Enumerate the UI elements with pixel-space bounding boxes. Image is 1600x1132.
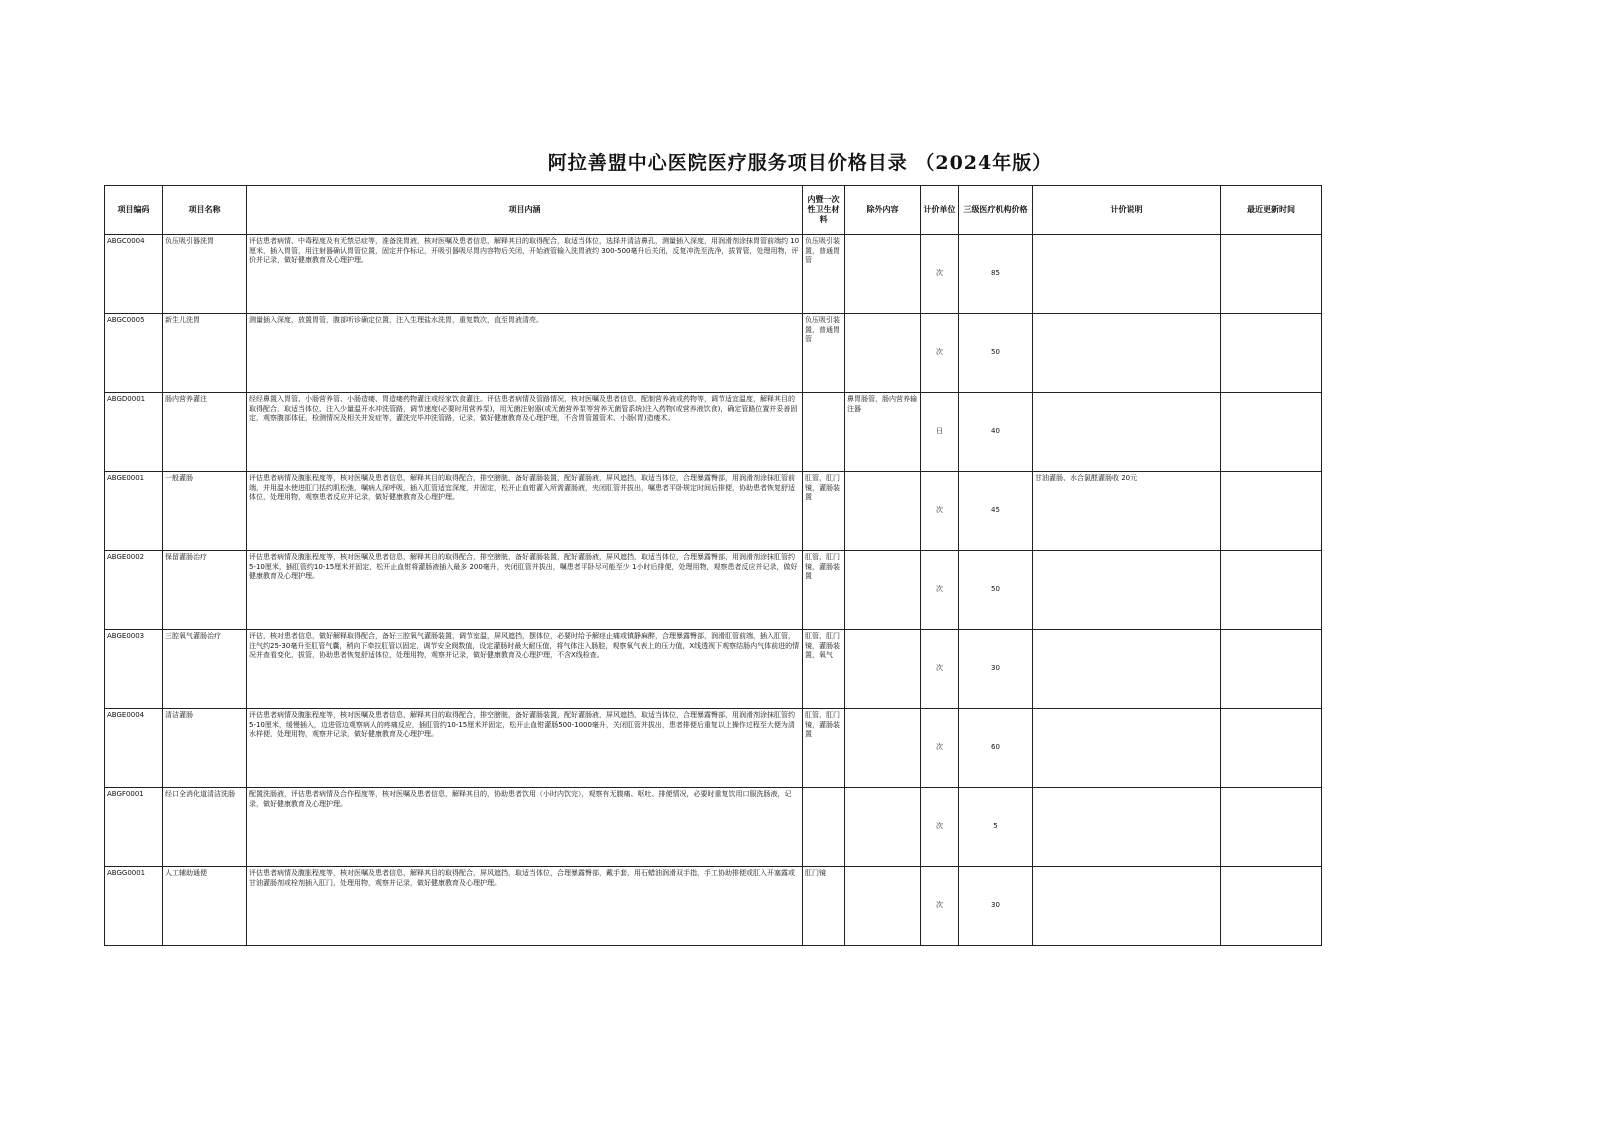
cell-code: ABGC0005 [105, 314, 163, 393]
header-code: 项目编码 [105, 186, 163, 235]
cell-price: 85 [959, 235, 1033, 314]
cell-name: 新生儿洗胃 [163, 314, 247, 393]
table-header-row [105, 186, 1322, 235]
cell-name: 一般灌肠 [163, 472, 247, 551]
cell-unit: 次 [921, 630, 959, 709]
cell-name: 肠内营养灌注 [163, 393, 247, 472]
cell-material: 肛管，肛门镜，灌肠装置 [803, 709, 845, 788]
cell-exclude [845, 314, 921, 393]
header-content: 项目内涵 [247, 186, 803, 235]
cell-note [1033, 314, 1221, 393]
cell-code: ABGE0003 [105, 630, 163, 709]
cell-exclude [845, 788, 921, 867]
table-row [105, 788, 1322, 867]
table-row [105, 472, 1322, 551]
table-row [105, 393, 1322, 472]
cell-price: 45 [959, 472, 1033, 551]
cell-exclude [845, 867, 921, 946]
table-row [105, 630, 1322, 709]
cell-name: 清洁灌肠 [163, 709, 247, 788]
cell-note [1033, 788, 1221, 867]
cell-note [1033, 630, 1221, 709]
header-unit: 计价单位 [921, 186, 959, 235]
cell-content: 评估患者病情及腹胀程度等，核对医嘱及患者信息，解释其目的取得配合，排空膀胱，备好灌肠装置，配好灌肠液，屏风遮挡，取适当体位，合理暴露臀部，用润滑剂涂抹肛管前端，并用温水使进肛门括约肌松弛，嘱病人深呼吸，插入肛管适宜深度，并固定，松开止血钳灌入所需灌肠液，夹闭肛管并拔出，嘱患者平卧规定时间后排便，协助患者恢复舒适体位，处理用物，观察患者反应并记录，做好健康教育及心理护理。 [247, 472, 803, 551]
cell-unit: 次 [921, 314, 959, 393]
cell-unit: 次 [921, 788, 959, 867]
cell-exclude [845, 472, 921, 551]
cell-material [803, 393, 845, 472]
cell-material: 肛门镜 [803, 867, 845, 946]
cell-exclude [845, 551, 921, 630]
cell-updated [1221, 788, 1322, 867]
cell-note: 甘油灌肠、水合氯醛灌肠收 20元 [1033, 472, 1221, 551]
cell-price: 60 [959, 709, 1033, 788]
cell-code: ABGF0001 [105, 788, 163, 867]
table-row [105, 709, 1322, 788]
cell-code: ABGC0004 [105, 235, 163, 314]
cell-exclude [845, 630, 921, 709]
cell-updated [1221, 551, 1322, 630]
table-row [105, 235, 1322, 314]
cell-code: ABGE0002 [105, 551, 163, 630]
cell-code: ABGE0004 [105, 709, 163, 788]
cell-material: 肛管，肛门镜，灌肠装置，氧气 [803, 630, 845, 709]
cell-updated [1221, 630, 1322, 709]
cell-unit: 次 [921, 472, 959, 551]
cell-name: 负压吸引器洗胃 [163, 235, 247, 314]
cell-price: 50 [959, 314, 1033, 393]
table-row [105, 867, 1322, 946]
cell-content: 测量插入深度，放置胃管，腹部听诊确定位置，注入生理盐水洗胃，重复数次，直至胃液清亮。 [247, 314, 803, 393]
cell-code: ABGG0001 [105, 867, 163, 946]
table-row [105, 551, 1322, 630]
cell-price: 50 [959, 551, 1033, 630]
cell-content: 评估，核对患者信息，做好解释取得配合，备好三腔氧气灌肠装置，调节室温，屏风遮挡，摆体位，必要时给予解痉止痛或镇静麻醉，合理暴露臀部，润滑肛管前端，插入肛管，注气约25-30毫升至肛管气囊，稍向下牵拉肛管以固定，调节安全阀数值，设定灌肠时最大耐压值，将气体注入肠腔，观察氧气表上的压力值，X线透视下观察结肠内气体前进的情况并查看变化，拔管，协助患者恢复舒适体位，处理用物，观察并记录，做好健康教育及心理护理，不含X线检查。 [247, 630, 803, 709]
cell-material: 肛管，肛门镜，灌肠装置 [803, 551, 845, 630]
cell-name: 三腔氧气灌肠治疗 [163, 630, 247, 709]
cell-updated [1221, 709, 1322, 788]
header-material: 内暨一次性卫生材料 [803, 186, 845, 235]
cell-updated [1221, 867, 1322, 946]
cell-content: 评估患者病情及腹胀程度等，核对医嘱及患者信息，解释其目的取得配合，排空膀胱，备好灌肠装置，配好灌肠液，屏风遮挡，取适当体位，合理暴露臀部，用润滑剂涂抹肛管约 5-10厘米，插肛管约10-15厘米并固定，松开止血钳将灌肠液插入最多 200毫升，夹闭肛管并拔出，嘱患者平卧尽可能至少 1小时后排便，处理用物，观察患者反应并记录，做好健康教育及心理护理。 [247, 551, 803, 630]
cell-code: ABGE0001 [105, 472, 163, 551]
cell-unit: 日 [921, 393, 959, 472]
cell-name: 保留灌肠治疗 [163, 551, 247, 630]
cell-content: 配置洗肠液，评估患者病情及合作程度等，核对医嘱及患者信息，解释其目的，协助患者饮用（小时内饮完），观察有无腹痛、呕吐、排便情况，必要时重复饮用口服洗肠液，记录，做好健康教育及心理护理。 [247, 788, 803, 867]
cell-exclude [845, 235, 921, 314]
cell-note [1033, 235, 1221, 314]
header-exclude: 除外内容 [845, 186, 921, 235]
cell-updated [1221, 472, 1322, 551]
cell-price: 30 [959, 867, 1033, 946]
header-price: 三级医疗机构价格 [959, 186, 1033, 235]
cell-content: 经经鼻置入胃管、小肠营养管、小肠造瘘、胃造瘘药物灌注或经家饮食灌注。评估患者病情及管路情况，核对医嘱及患者信息，配制营养液或药物等，调节适宜温度，解释其目的取得配合，取适当体位，注入少量温开水冲洗管路，调节速度(必要时用营养泵)，用无菌注射器(或无菌营养泵等营养无菌管系统)注入药物(或营养液饮食)，确定管路位置并妥善固定，观察腹部体征，检测情况及相关并发症等，灌洗完毕冲洗管路，记录，做好健康教育及心理护理，不含胃管置管术、小肠(胃)造瘘术。 [247, 393, 803, 472]
cell-unit: 次 [921, 709, 959, 788]
cell-content: 评估患者病情及腹胀程度等，核对医嘱及患者信息，解释其目的取得配合，屏风遮挡，取适当体位，合理暴露臀部，戴手套，用石蜡油润滑双手指，手工协助排便或肛入开塞露或甘油灌肠剂或栓剂插入肛门，处理用物，观察并记录，做好健康教育及心理护理。 [247, 867, 803, 946]
cell-content: 评估患者病情、中毒程度及有无禁忌症等，准备洗胃液，核对医嘱及患者信息，解释其目的取得配合，取适当体位，选择并清洁鼻孔，测量插入深度，用润滑剂涂抹胃管前端约 10厘米，插入胃管，用注射器确认胃管位置，固定并作标记，开吸引器吸尽胃内容物后关闭，开始液管输入洗胃液约 300-500毫升后关闭，反复冲洗至洗净，拔胃管，处理用物，评价并记录，做好健康教育及心理护理。 [247, 235, 803, 314]
cell-price: 40 [959, 393, 1033, 472]
cell-note [1033, 393, 1221, 472]
cell-unit: 次 [921, 235, 959, 314]
header-name: 项目名称 [163, 186, 247, 235]
cell-material: 肛管，肛门镜，灌肠装置 [803, 472, 845, 551]
cell-content: 评估患者病情及腹胀程度等，核对医嘱及患者信息，解释其目的取得配合，排空膀胱，备好灌肠装置，配好灌肠液，屏风遮挡，取适当体位，合理暴露臀部，用润滑剂涂抹肛管约 5-10厘米，缓慢插入，边进管边观察病人的疼痛反应，插肛管约10-15厘米并固定，松开止血钳灌肠500-1000毫升，关闭肛管并拔出，患者排便后重复以上操作过程至大便为清水样便，处理用物，观察并记录，做好健康教育及心理护理。 [247, 709, 803, 788]
cell-updated [1221, 393, 1322, 472]
cell-unit: 次 [921, 551, 959, 630]
cell-name: 人工辅助通便 [163, 867, 247, 946]
cell-note [1033, 867, 1221, 946]
cell-note [1033, 551, 1221, 630]
cell-material: 负压吸引装置，普通胃管 [803, 314, 845, 393]
cell-price: 30 [959, 630, 1033, 709]
cell-name: 经口全消化道清洁洗肠 [163, 788, 247, 867]
table-row [105, 314, 1322, 393]
cell-updated [1221, 235, 1322, 314]
cell-updated [1221, 314, 1322, 393]
cell-material [803, 788, 845, 867]
cell-exclude [845, 709, 921, 788]
cell-price: 5 [959, 788, 1033, 867]
price-table [104, 185, 1322, 946]
page-title: 阿拉善盟中心医院医疗服务项目价格目录 （2024年版） [547, 152, 1053, 174]
cell-unit: 次 [921, 867, 959, 946]
header-updated: 最近更新时间 [1221, 186, 1322, 235]
cell-exclude: 鼻胃肠管，肠内营养输注器 [845, 393, 921, 472]
cell-material: 负压吸引装置，普通胃管 [803, 235, 845, 314]
cell-code: ABGD0001 [105, 393, 163, 472]
cell-note [1033, 709, 1221, 788]
header-note: 计价说明 [1033, 186, 1221, 235]
